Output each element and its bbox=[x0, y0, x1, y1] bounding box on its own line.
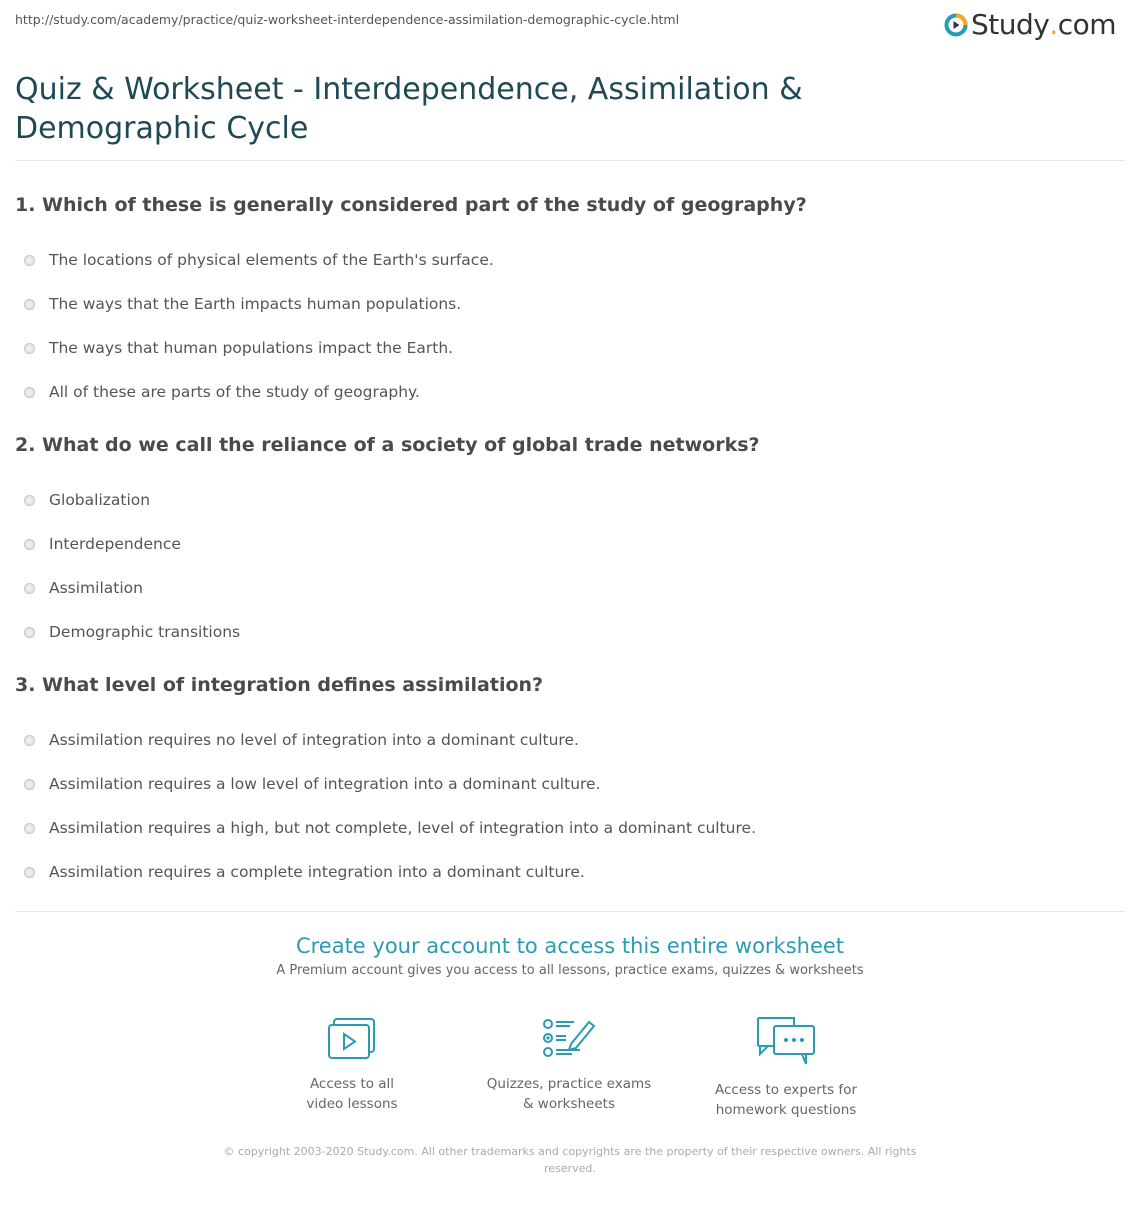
answer-label: Assimilation bbox=[49, 579, 143, 597]
question-text: 2. What do we call the reliance of a society of global trade networks? bbox=[15, 434, 760, 456]
create-account-link[interactable]: Create your account to access this entire worksheet bbox=[295, 934, 845, 958]
radio-button[interactable] bbox=[24, 299, 35, 310]
radio-button[interactable] bbox=[24, 627, 35, 638]
answer-label: The locations of physical elements of the Earth's surface. bbox=[49, 251, 494, 269]
answer-option[interactable] bbox=[15, 522, 1115, 566]
chat-bubbles-icon bbox=[754, 1016, 818, 1068]
radio-button[interactable] bbox=[24, 539, 35, 550]
feature-quizzes bbox=[469, 1016, 669, 1114]
answer-label: The ways that the Earth impacts human populations. bbox=[49, 295, 462, 313]
logo-text: Study bbox=[971, 8, 1050, 41]
answer-option[interactable] bbox=[15, 282, 1115, 326]
question-3 bbox=[15, 674, 1115, 894]
answer-option[interactable] bbox=[15, 326, 1115, 370]
question-text: 1. Which of these is generally considered part of the study of geography? bbox=[15, 194, 807, 216]
radio-button[interactable] bbox=[24, 495, 35, 506]
radio-button[interactable] bbox=[24, 343, 35, 354]
radio-button[interactable] bbox=[24, 583, 35, 594]
logo-dot: . bbox=[1049, 8, 1058, 41]
radio-button[interactable] bbox=[24, 823, 35, 834]
answer-option[interactable] bbox=[15, 566, 1115, 610]
feature-label: Quizzes, practice exams bbox=[486, 1076, 652, 1092]
answer-label: Interdependence bbox=[49, 535, 181, 553]
question-text: 3. What level of integration defines assimilation? bbox=[15, 674, 544, 696]
cta-subtitle: A Premium account gives you access to all lessons, practice exams, quizzes & worksheets bbox=[276, 963, 864, 978]
answer-label: Assimilation requires a low level of integration into a dominant culture. bbox=[49, 775, 601, 793]
radio-button[interactable] bbox=[24, 735, 35, 746]
divider bbox=[15, 911, 1125, 912]
answer-label: Globalization bbox=[49, 491, 151, 509]
play-logo-icon bbox=[944, 13, 968, 37]
feature-label: Access to all bbox=[309, 1076, 395, 1092]
answer-label: Demographic transitions bbox=[49, 623, 241, 641]
answer-option[interactable] bbox=[15, 610, 1115, 654]
answer-option[interactable] bbox=[15, 478, 1115, 522]
quiz-checklist-icon bbox=[541, 1016, 597, 1062]
radio-button[interactable] bbox=[24, 867, 35, 878]
answer-option[interactable] bbox=[15, 238, 1115, 282]
feature-label: & worksheets bbox=[522, 1096, 615, 1112]
feature-video-lessons bbox=[252, 1016, 452, 1114]
copyright-footer: © copyright 2003-2020 Study.com. All other trademarks and copyrights are the property of their respective owners. All rights reserved. bbox=[223, 1145, 917, 1175]
answer-option[interactable] bbox=[15, 762, 1115, 806]
video-lessons-icon bbox=[326, 1016, 378, 1062]
logo-suffix: com bbox=[1057, 8, 1117, 41]
feature-label: video lessons bbox=[306, 1096, 398, 1112]
question-2 bbox=[15, 434, 1115, 654]
answer-option[interactable] bbox=[15, 370, 1115, 414]
answer-label: The ways that human populations impact the Earth. bbox=[49, 339, 454, 357]
divider bbox=[15, 160, 1125, 161]
radio-button[interactable] bbox=[24, 779, 35, 790]
answer-option[interactable] bbox=[15, 806, 1115, 850]
feature-experts bbox=[686, 1016, 886, 1120]
cta-section bbox=[0, 934, 1140, 978]
answer-label: All of these are parts of the study of geography. bbox=[49, 383, 420, 401]
page-title: Quiz & Worksheet - Interdependence, Assimilation & Demographic Cycle bbox=[15, 72, 803, 146]
study-logo[interactable] bbox=[944, 8, 1116, 41]
question-1 bbox=[15, 194, 1115, 414]
radio-button[interactable] bbox=[24, 387, 35, 398]
page-url: http://study.com/academy/practice/quiz-worksheet-interdependence-assimilation-demographic-cycle.html bbox=[15, 12, 680, 27]
answer-label: Assimilation requires no level of integration into a dominant culture. bbox=[49, 731, 579, 749]
radio-button[interactable] bbox=[24, 255, 35, 266]
answer-option[interactable] bbox=[15, 850, 1115, 894]
feature-label: Access to experts for bbox=[714, 1082, 857, 1098]
answer-label: Assimilation requires a complete integration into a dominant culture. bbox=[49, 863, 585, 881]
answer-option[interactable] bbox=[15, 718, 1115, 762]
feature-label: homework questions bbox=[715, 1102, 857, 1118]
answer-label: Assimilation requires a high, but not complete, level of integration into a dominant culture. bbox=[49, 819, 756, 837]
